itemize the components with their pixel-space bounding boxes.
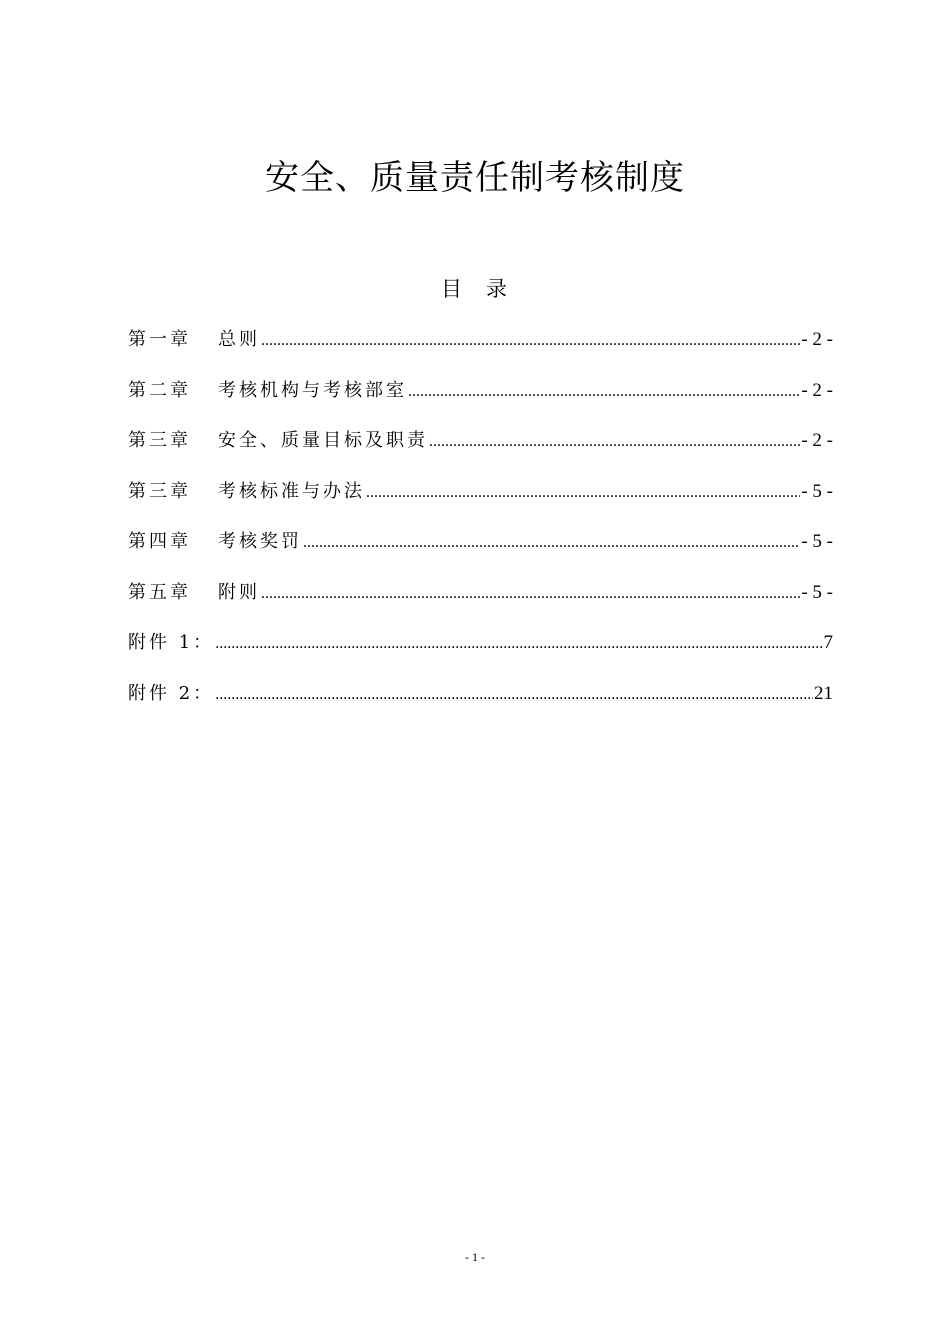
toc-page-number: - 2 -: [801, 430, 833, 451]
toc-dot-leader: [261, 323, 800, 359]
toc-dot-leader: [408, 374, 800, 410]
toc-dot-leader: [261, 576, 800, 612]
toc-chapter: 第五章: [128, 581, 191, 603]
toc-entry-2[interactable]: [128, 373, 833, 424]
toc-entry-1[interactable]: [128, 322, 833, 373]
toc-dot-leader: [366, 475, 800, 511]
toc-heading-right: 录: [486, 277, 509, 301]
toc-title: 总则: [218, 329, 260, 350]
toc-entry-3[interactable]: [128, 423, 833, 474]
toc-title: 考核标准与办法: [218, 480, 365, 502]
toc-page-number: - 5 -: [801, 480, 833, 502]
toc-page-number: - 5 -: [801, 531, 833, 552]
toc-heading-left: 目: [441, 277, 464, 301]
toc-title: 考核奖罚: [218, 531, 302, 552]
toc-dot-leader: [303, 525, 800, 561]
toc-title: 安全、质量目标及职责: [218, 430, 428, 451]
toc-page-number: - 5 -: [801, 581, 833, 603]
toc-chapter: 第二章: [128, 379, 191, 401]
toc-title: 考核机构与考核部室: [218, 379, 407, 401]
toc-annex-1[interactable]: [128, 625, 833, 676]
toc-chapter: 第一章: [128, 329, 191, 350]
toc-entry-5[interactable]: [128, 524, 833, 575]
toc-annex-label: 附件 2：: [128, 682, 215, 704]
toc-dot-leader: [215, 626, 822, 662]
toc-page-number: 21: [814, 682, 833, 704]
toc-chapter: 第三章: [128, 480, 191, 502]
toc-page-number: - 2 -: [801, 329, 833, 350]
toc-page-number: 7: [823, 632, 833, 653]
toc-page-number: - 2 -: [801, 379, 833, 401]
toc-chapter: 第四章: [128, 531, 191, 552]
toc-heading: [0, 272, 950, 306]
document-title: 安全、质量责任制考核制度: [265, 158, 685, 198]
toc-title: 附则: [218, 581, 260, 603]
footer-page-number: - 1 -: [465, 1250, 485, 1264]
toc-dot-leader: [429, 424, 800, 460]
toc-entry-4[interactable]: [128, 474, 833, 525]
toc-chapter: 第三章: [128, 430, 191, 451]
toc-annex-2[interactable]: [128, 676, 833, 727]
table-of-contents: [128, 322, 833, 726]
toc-entry-6[interactable]: [128, 575, 833, 626]
toc-annex-label: 附件 1：: [128, 632, 215, 653]
toc-dot-leader: [215, 677, 813, 713]
